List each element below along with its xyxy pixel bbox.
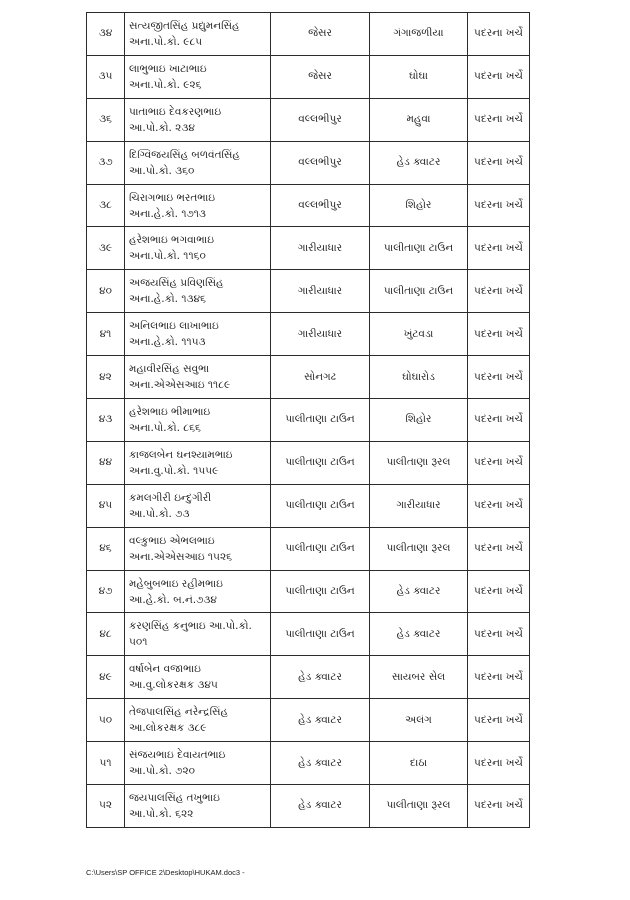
new-posting-cell: ખુંટવડા	[370, 313, 468, 356]
employee-name: ચિરાગભાઇ ભરતભાઇ	[129, 191, 216, 204]
expense-remark-cell: પદરના ખર્ચે	[468, 613, 530, 656]
new-posting-cell: પાલીતાણા રૂરલ	[370, 441, 468, 484]
expense-remark-cell: પદરના ખર્ચે	[468, 270, 530, 313]
new-posting-cell: પાલીતાણા રૂરલ	[370, 785, 468, 828]
current-posting-cell: પાલીતાણા ટાઉન	[271, 613, 370, 656]
employee-designation: અના.એએસઆઇ ૧૫૨૬	[129, 550, 233, 563]
expense-remark-cell: પદરના ખર્ચે	[468, 98, 530, 141]
expense-remark-cell: પદરના ખર્ચે	[468, 55, 530, 98]
new-posting-cell: સાયબર સેલ	[370, 656, 468, 699]
current-posting-cell: સોનગઢ	[271, 356, 370, 399]
table-row	[87, 55, 530, 98]
new-posting-cell: ઘોઘા	[370, 55, 468, 98]
new-posting-cell: હેડ ક્વાટર	[370, 570, 468, 613]
table-row	[87, 785, 530, 828]
transfer-table-body	[87, 13, 530, 828]
expense-remark-cell: પદરના ખર્ચે	[468, 785, 530, 828]
employee-name: કાજલબેન ઘનશ્યામભાઇ	[129, 448, 233, 461]
serial-number-cell: ૩૮	[87, 184, 125, 227]
table-row	[87, 13, 530, 56]
current-posting-cell: વલ્લભીપુર	[271, 141, 370, 184]
employee-cell	[125, 527, 271, 570]
current-posting-cell: પાલીતાણા ટાઉન	[271, 527, 370, 570]
serial-number-cell: ૩૫	[87, 55, 125, 98]
expense-remark-cell: પદરના ખર્ચે	[468, 699, 530, 742]
new-posting-cell: પાલીતાણા ટાઉન	[370, 270, 468, 313]
new-posting-cell: હેડ ક્વાટર	[370, 613, 468, 656]
expense-remark-cell: પદરના ખર્ચે	[468, 527, 530, 570]
employee-name: દિગ્વિજયસિંહ બળવંતસિંહ	[129, 148, 240, 161]
expense-remark-cell: પદરના ખર્ચે	[468, 184, 530, 227]
employee-name: હરેશભાઇ ભગવાભાઇ	[129, 234, 214, 247]
table-row	[87, 184, 530, 227]
employee-name: મહેબુબભાઇ રહીમભાઇ	[129, 577, 223, 590]
employee-name: મહાવીરસિંહ સવુભા	[129, 363, 210, 376]
employee-cell	[125, 356, 271, 399]
employee-name: લાભુભાઇ ખાટાભાઇ	[129, 62, 207, 75]
table-row	[87, 270, 530, 313]
employee-cell	[125, 313, 271, 356]
table-row	[87, 699, 530, 742]
employee-name: વલ્કુભાઇ એભલભાઇ	[129, 534, 215, 547]
employee-cell	[125, 441, 271, 484]
transfer-table	[86, 12, 530, 828]
expense-remark-cell: પદરના ખર્ચે	[468, 441, 530, 484]
employee-designation: આ.લોકરક્ષક ૩૮૯	[129, 722, 207, 735]
new-posting-cell: ગંગાજળીયા	[370, 13, 468, 56]
serial-number-cell: ૪૭	[87, 570, 125, 613]
employee-name: હરેશભાઇ ભીમાભાઇ	[129, 405, 211, 418]
employee-name: કરણસિંહ કનુભાઇ આ.પો.કો.	[129, 620, 252, 633]
expense-remark-cell: પદરના ખર્ચે	[468, 313, 530, 356]
expense-remark-cell: પદરના ખર્ચે	[468, 570, 530, 613]
employee-designation: આ.વુ.લોકરક્ષક ૩૪૫	[129, 679, 218, 692]
table-row	[87, 656, 530, 699]
serial-number-cell: ૪૦	[87, 270, 125, 313]
new-posting-cell: શિહોર	[370, 399, 468, 442]
current-posting-cell: પાલીતાણા ટાઉન	[271, 484, 370, 527]
table-row	[87, 399, 530, 442]
employee-cell	[125, 656, 271, 699]
employee-name: અજયસિંહ પ્રવિણસિંહ	[129, 277, 224, 290]
employee-cell	[125, 98, 271, 141]
employee-name: સંજયભાઇ દેવાયતભાઇ	[129, 749, 226, 762]
employee-name: તેજપાલસિંહ નરેન્દ્રસિંહ	[129, 706, 228, 719]
expense-remark-cell: પદરના ખર્ચે	[468, 484, 530, 527]
new-posting-cell: હેડ ક્વાટર	[370, 141, 468, 184]
serial-number-cell: ૩૯	[87, 227, 125, 270]
new-posting-cell: પાલીતાણા ટાઉન	[370, 227, 468, 270]
current-posting-cell: વલ્લભીપુર	[271, 98, 370, 141]
employee-name: સત્યજીતસિંહ પ્રદ્યુમનસિંહ	[129, 19, 240, 32]
serial-number-cell: ૫૨	[87, 785, 125, 828]
new-posting-cell: શિહોર	[370, 184, 468, 227]
serial-number-cell: ૪૧	[87, 313, 125, 356]
table-row	[87, 227, 530, 270]
employee-cell	[125, 399, 271, 442]
serial-number-cell: ૪૬	[87, 527, 125, 570]
current-posting-cell: હેડ ક્વાટર	[271, 742, 370, 785]
new-posting-cell: પાલીતાણા રૂરલ	[370, 527, 468, 570]
new-posting-cell: દાઠા	[370, 742, 468, 785]
employee-designation: અના.હે.કો. ૧૩૪૬	[129, 293, 206, 306]
table-row	[87, 484, 530, 527]
table-row	[87, 141, 530, 184]
serial-number-cell: ૫૦	[87, 699, 125, 742]
table-row	[87, 98, 530, 141]
current-posting-cell: પાલીતાણા ટાઉન	[271, 570, 370, 613]
table-row	[87, 613, 530, 656]
serial-number-cell: ૪૮	[87, 613, 125, 656]
new-posting-cell: મહુવા	[370, 98, 468, 141]
employee-cell	[125, 141, 271, 184]
employee-designation: અના.વુ.પો.કો. ૧૫૫૯	[129, 464, 219, 477]
serial-number-cell: ૩૬	[87, 98, 125, 141]
serial-number-cell: ૩૪	[87, 13, 125, 56]
serial-number-cell: ૩૭	[87, 141, 125, 184]
employee-name: કમલગીરી ઇન્દુગીરી	[129, 491, 212, 504]
employee-designation: અના.હે.કો. ૧૧૫૩	[129, 336, 206, 349]
serial-number-cell: ૪૫	[87, 484, 125, 527]
employee-name: પાતાભાઇ દેવકરણભાઇ	[129, 105, 222, 118]
employee-designation: અના.પો.કો. ૮૬૬	[129, 421, 201, 434]
table-row	[87, 441, 530, 484]
employee-designation: અના.પો.કો. ૯૮૫	[129, 35, 203, 48]
employee-designation: અના.એએસઆઇ ૧૧૮૯	[129, 379, 231, 392]
serial-number-cell: ૫૧	[87, 742, 125, 785]
current-posting-cell: ગારીયાધાર	[271, 227, 370, 270]
current-posting-cell: પાલીતાણા ટાઉન	[271, 399, 370, 442]
current-posting-cell: હેડ ક્વાટર	[271, 699, 370, 742]
serial-number-cell: ૪૩	[87, 399, 125, 442]
footer-file-path: C:\Users\SP OFFICE 2\Desktop\HUKAM.doc3 -	[86, 868, 245, 877]
expense-remark-cell: પદરના ખર્ચે	[468, 656, 530, 699]
employee-designation: આ.હે.કો. બ.નં.૭૩૪	[129, 593, 217, 606]
employee-cell	[125, 227, 271, 270]
current-posting-cell: વલ્લભીપુર	[271, 184, 370, 227]
employee-cell	[125, 742, 271, 785]
employee-name: વર્ષાબેન વજાભાઇ	[129, 663, 201, 676]
employee-cell	[125, 484, 271, 527]
expense-remark-cell: પદરના ખર્ચે	[468, 356, 530, 399]
expense-remark-cell: પદરના ખર્ચે	[468, 399, 530, 442]
serial-number-cell: ૪૯	[87, 656, 125, 699]
current-posting-cell: ગારીયાધાર	[271, 270, 370, 313]
employee-designation: અના.હે.કો. ૧૭૧૩	[129, 207, 206, 220]
employee-designation: આ.પો.કો. ૨૩૪	[129, 121, 195, 134]
employee-designation: અના.પો.કો. ૧૧૬૦	[129, 250, 206, 263]
employee-name: અનિલભાઇ લાખાભાઇ	[129, 320, 219, 333]
expense-remark-cell: પદરના ખર્ચે	[468, 227, 530, 270]
serial-number-cell: ૪૨	[87, 356, 125, 399]
employee-designation: અના.પો.કો. ૯૨૬	[129, 78, 202, 91]
table-row	[87, 527, 530, 570]
employee-cell	[125, 613, 271, 656]
new-posting-cell: ઘોઘારોડ	[370, 356, 468, 399]
employee-cell	[125, 184, 271, 227]
employee-designation: ૫૦૧	[129, 636, 148, 649]
current-posting-cell: જેસર	[271, 55, 370, 98]
expense-remark-cell: પદરના ખર્ચે	[468, 141, 530, 184]
employee-cell	[125, 570, 271, 613]
new-posting-cell: અલંગ	[370, 699, 468, 742]
employee-cell	[125, 55, 271, 98]
employee-designation: આ.પો.કો. ૩૬૦	[129, 164, 195, 177]
table-row	[87, 313, 530, 356]
current-posting-cell: પાલીતાણા ટાઉન	[271, 441, 370, 484]
current-posting-cell: ગારીયાધાર	[271, 313, 370, 356]
current-posting-cell: હેડ ક્વાટર	[271, 656, 370, 699]
expense-remark-cell: પદરના ખર્ચે	[468, 742, 530, 785]
employee-name: જયપાલસિંહ તખુભાઇ	[129, 791, 220, 804]
table-row	[87, 742, 530, 785]
employee-cell	[125, 699, 271, 742]
employee-designation: આ.પો.કો. ૭૨૦	[129, 765, 195, 778]
employee-designation: આ.પો.કો. ૬૨૨	[129, 807, 194, 820]
current-posting-cell: જેસર	[271, 13, 370, 56]
serial-number-cell: ૪૪	[87, 441, 125, 484]
employee-designation: આ.પો.કો. ૭૩	[129, 507, 190, 520]
current-posting-cell: હેડ ક્વાટર	[271, 785, 370, 828]
table-row	[87, 570, 530, 613]
table-row	[87, 356, 530, 399]
new-posting-cell: ગારીયાધાર	[370, 484, 468, 527]
employee-cell	[125, 270, 271, 313]
expense-remark-cell: પદરના ખર્ચે	[468, 13, 530, 56]
employee-cell	[125, 785, 271, 828]
employee-cell	[125, 13, 271, 56]
